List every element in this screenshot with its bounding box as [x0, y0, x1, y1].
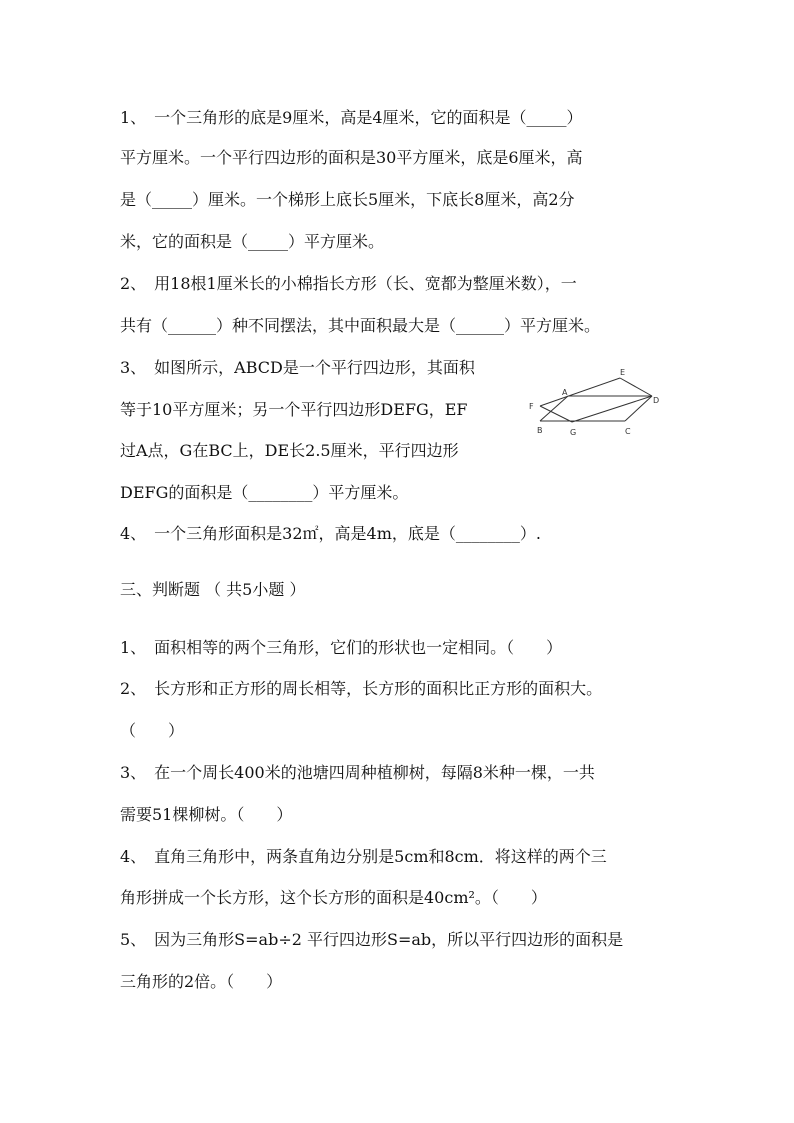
label-a: A [562, 388, 568, 397]
edge-de [620, 378, 652, 396]
judge-2-line-2: （ ） [120, 721, 185, 740]
edge-ef [540, 378, 620, 406]
parallelogram-diagram [528, 366, 672, 442]
question-1-line-1: 1、 一个三角形的底是9厘米，高是4厘米，它的面积是（_____） [120, 108, 583, 127]
question-4-line-1: 4、 一个三角形面积是32㎡，高是4m，底是（________）. [120, 524, 541, 543]
judge-5-line-2: 三角形的2倍。（ ） [120, 972, 283, 991]
judge-4-line-2: 角形拼成一个长方形，这个长方形的面积是40cm²。（ ） [120, 888, 547, 907]
question-1-line-4: 米，它的面积是（_____）平方厘米。 [120, 232, 385, 251]
label-d: D [653, 396, 660, 405]
question-3-line-1: 3、 如图所示，ABCD是一个平行四边形，其面积 [120, 358, 475, 377]
label-b: B [537, 426, 543, 435]
label-c: C [625, 427, 631, 436]
question-3-line-3: 过A点，G在BC上，DE长2.5厘米，平行四边形 [120, 441, 459, 460]
edge-cd [625, 396, 652, 421]
parallelogram-figure [528, 366, 672, 442]
judge-3-line-2: 需要51棵柳树。（ ） [120, 805, 293, 824]
question-1-line-3: 是（_____）厘米。一个梯形上底长5厘米，下底长8厘米，高2分 [120, 190, 575, 209]
question-3-line-4: DEFG的面积是（________）平方厘米。 [120, 483, 409, 502]
edge-gd [572, 396, 652, 422]
question-1-line-2: 平方厘米。一个平行四边形的面积是30平方厘米，底是6厘米，高 [120, 148, 583, 167]
judge-3-line-1: 3、 在一个周长400米的池塘四周种植柳树，每隔8米种一棵，一共 [120, 763, 595, 782]
edge-fg [540, 406, 572, 422]
judge-2-line-1: 2、 长方形和正方形的周长相等，长方形的面积比正方形的面积大。 [120, 679, 603, 698]
label-g: G [570, 428, 577, 437]
label-f: F [529, 402, 534, 411]
question-2-line-1: 2、 用18根1厘米长的小棉指长方形（长、宽都为整厘米数），一 [120, 274, 577, 293]
question-2-line-2: 共有（______）种不同摆法，其中面积最大是（______）平方厘米。 [120, 316, 601, 335]
section-title-judge: 三、判断题 （ 共5小题 ） [120, 580, 306, 599]
judge-1-line-1: 1、 面积相等的两个三角形，它们的形状也一定相同。（ ） [120, 638, 563, 657]
judge-4-line-1: 4、 直角三角形中，两条直角边分别是5cm和8cm．将这样的两个三 [120, 847, 607, 866]
judge-5-line-1: 5、 因为三角形S=ab÷2 平行四边形S=ab，所以平行四边形的面积是 [120, 930, 624, 949]
label-e: E [620, 368, 626, 377]
question-3-line-2: 等于10平方厘米；另一个平行四边形DEFG，EF [120, 400, 468, 419]
